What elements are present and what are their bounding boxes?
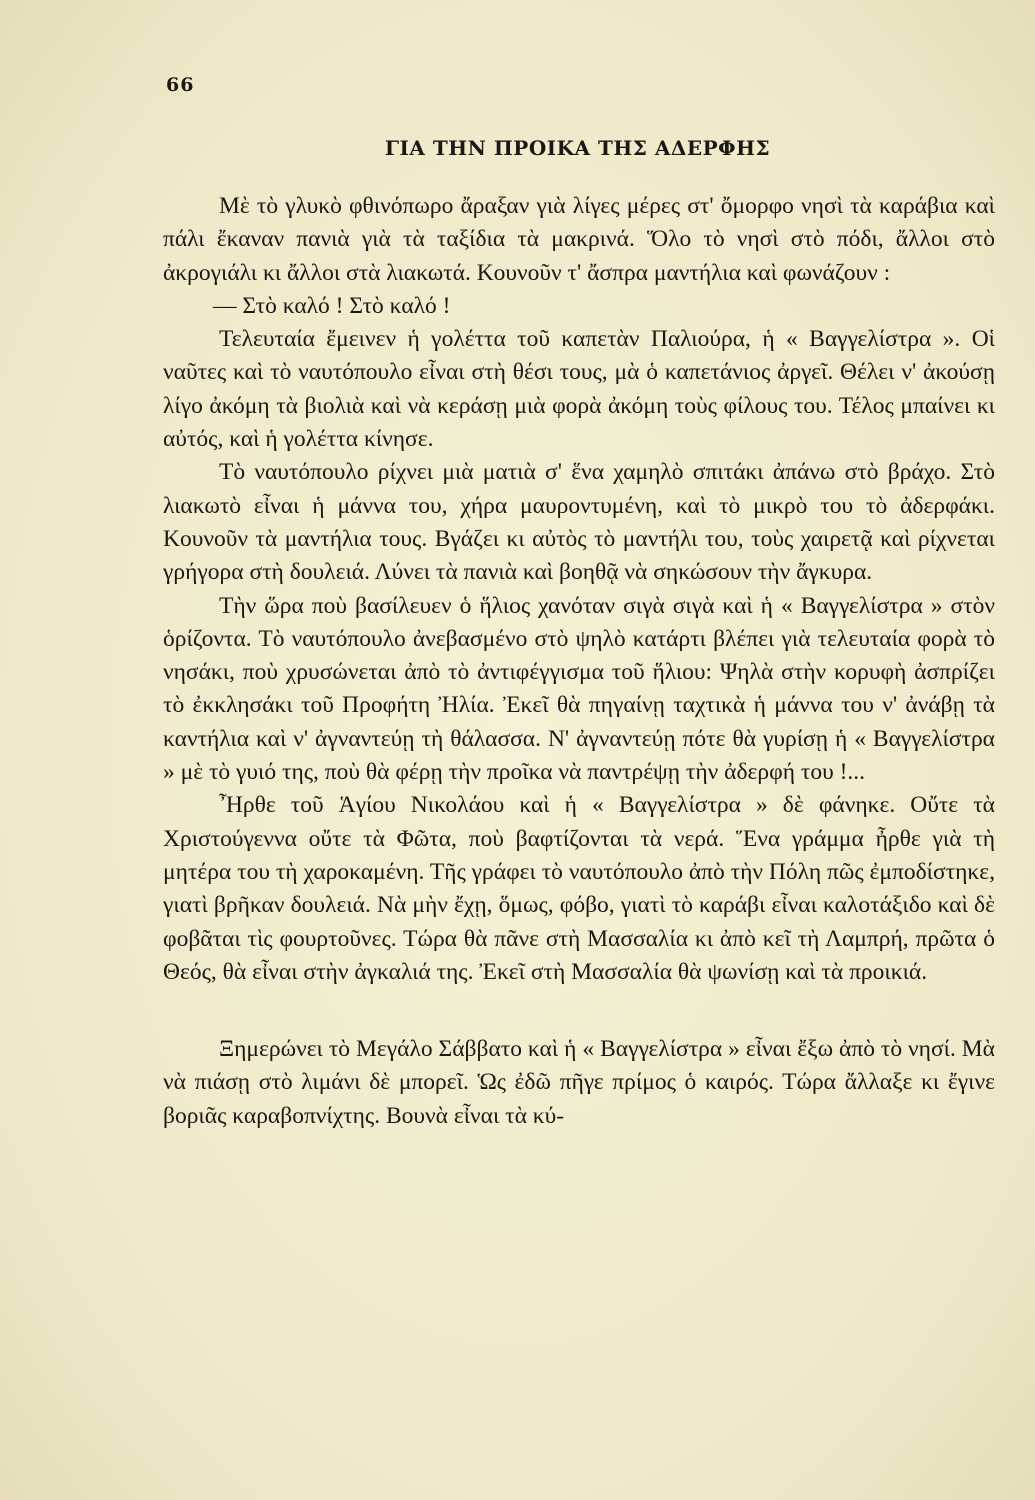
paragraph: Ἦρθε τοῦ Ἁγίου Νικολάου καὶ ἡ « Βαγγελίστρα » δὲ φάνηκε. Οὔτε τὰ Χριστούγεννα οὔτε τὰ Φῶτα, ποὺ βαφτίζονται τὰ νερά. Ἕνα γράμμα ἦρθε γιὰ τὴ μητέρα του τὴ χαροκαμένη. Τῆς γράφει τὸ ναυτόπουλο ἀπὸ τὴν Πόλη πῶς ἐμποδίστηκε, γιατὶ βρῆκαν δουλειά. Νὰ μὴν ἔχῃ, ὅμως, φόβο, γιατὶ τὸ καράβι εἶναι καλοτάξιδο καὶ δὲ φοβᾶται τὶς φουρτοῦνες. Τώρα θὰ πᾶνε στὴ Μασσαλία κι ἀπὸ κεῖ τὴ Λαμπρή, πρῶτα ὁ Θεός, θὰ εἶναι στὴν ἀγκαλιά της. Ἐκεῖ στὴ Μασσαλία θὰ ψωνίσῃ καὶ τὰ προικιά.: [163, 792, 995, 985]
paragraph: Τελευταία ἔμεινεν ἡ γολέττα τοῦ καπετὰν Παλιούρα, ἡ « Βαγγελίστρα ». Οἱ ναῦτες καὶ τὸ ναυτόπουλο εἶναι στὴ θέσι τους, μὰ ὁ καπετάνιος ἀργεῖ. Θέλει ν' ἀκούσῃ λίγο ἀκόμη τὰ βιολιὰ καὶ νὰ κεράσῃ μιὰ φορὰ ἀκόμη τοὺς φίλους του. Τέλος μπαίνει κι αὐτός, καὶ ἡ γολέττα κίνησε.: [163, 326, 995, 453]
chapter-title: ΓΙΑ ΤΗΝ ΠΡΟΙΚΑ ΤΗΣ ΑΔΕΡΦΗΣ: [384, 136, 771, 160]
page-number: 66: [166, 74, 195, 96]
body-text: [163, 190, 995, 1133]
paragraph-exclamation: — Στὸ καλό ! Στὸ καλό !: [213, 292, 451, 319]
paragraph: Ξημερώνει τὸ Μεγάλο Σάββατο καὶ ἡ « Βαγγελίστρα » εἶναι ἔξω ἀπὸ τὸ νησί. Μὰ νὰ πιάσῃ στὸ λιμάνι δὲ μπορεῖ. Ὡς ἐδῶ πῆγε πρίμος ὁ καιρός. Τώρα ἄλλαξε κι ἔγινε βοριᾶς καραβοπνίχτης. Βουνὰ εἶναι τὰ κύ-: [163, 1036, 995, 1129]
paragraph: Τὸ ναυτόπουλο ρίχνει μιὰ ματιὰ σ' ἕνα χαμηλὸ σπιτάκι ἀπάνω στὸ βράχο. Στὸ λιακωτὸ εἶναι ἡ μάννα του, χήρα μαυροντυμένη, καὶ τὸ μικρὸ του τὸ ἀδερφάκι. Κουνοῦν τὰ μαντήλια τους. Βγάζει κι αὐτὸς τὸ μαντήλι του, τοὺς χαιρετᾷ καὶ ρίχνεται γρήγορα στὴ δουλειά. Λύνει τὰ πανιὰ καὶ βοηθᾷ νὰ σηκώσουν τὴν ἄγκυρα.: [163, 459, 995, 586]
paragraph: Μὲ τὸ γλυκὸ φθινόπωρο ἄραξαν γιὰ λίγες μέρες στ' ὄμορφο νησὶ τὰ καράβια καὶ πάλι ἔκαναν πανιὰ γιὰ τὰ ταξίδια τὰ μακρινά. Ὅλο τὸ νησὶ στὸ πόδι, ἄλλοι στὸ ἀκρογιάλι κι ἄλλοι στὰ λιακωτά. Κουνοῦν τ' ἄσπρα μαντήλια καὶ φωνάζουν :: [163, 193, 995, 286]
paragraph: Τὴν ὥρα ποὺ βασίλευεν ὁ ἥλιος χανόταν σιγὰ σιγὰ καὶ ἡ « Βαγγελίστρα » στὸν ὁρίζοντα. Τὸ ναυτόπουλο ἀνεβασμένο στὸ ψηλὸ κατάρτι βλέπει γιὰ τελευταία φορὰ τὸ νησάκι, ποὺ χρυσώνεται ἀπὸ τὸ ἀντιφέγγισμα τοῦ ἥλιου: Ψηλὰ στὴν κορυφὴ ἀσπρίζει τὸ ἐκκλησάκι τοῦ Προφήτη Ἠλία. Ἐκεῖ θὰ πηγαίνῃ ταχτικὰ ἡ μάννα του ν' ἀνάβῃ τὰ καντήλια καὶ ν' ἀγναντεύῃ τὴ θάλασσα. Ν' ἀγναντεύῃ πότε θὰ γυρίσῃ ἡ « Βαγγελίστρα » μὲ τὸ γυιό της, ποὺ θὰ φέρῃ τὴν προῖκα νὰ παντρέψῃ τὴν ἀδερφή του !...: [163, 592, 995, 786]
